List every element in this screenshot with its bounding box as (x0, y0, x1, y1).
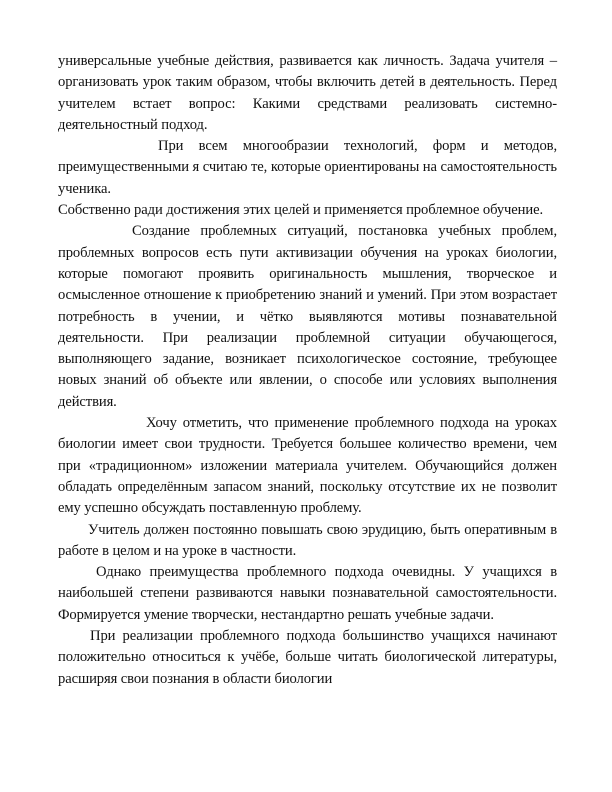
document-body (58, 51, 557, 690)
paragraph-8: При реализации проблемного подхода большинство учащихся начинают положительно относиться к учёбе, больше читать биологической литературы, расширяя свои познания в области биологии (58, 628, 557, 687)
paragraph-2: При всем многообразии технологий, форм и методов, преимущественными я считаю те, которые ориентированы на самостоятельность ученика. (58, 138, 557, 197)
paragraph-6: Учитель должен постоянно повышать свою эрудицию, быть оперативным в работе в целом и на уроке в частности. (58, 521, 557, 559)
paragraph-3: Собственно ради достижения этих целей и применяется проблемное обучение. (58, 202, 543, 219)
paragraph-4: Создание проблемных ситуаций, постановка учебных проблем, проблемных вопросов есть пути активизации обучения на уроках биологии, которые помогают проявить оригинальность мышления, творческое и осмысленное отношение к приобретению знаний и умений. При этом возрастает потребность в учении, и чётко выявляются мотивы познавательной деятельности. При реализации проблемной ситуации обучающегося, выполняющего задание, возникает психологическое состояние, требующее новых знаний об объекте или явлении, о способе или условиях выполнения действия. (58, 223, 557, 410)
paragraph-1: универсальные учебные действия, развивается как личность. Задача учителя – организовать урок таким образом, чтобы включить детей в деятельность. Перед учителем встает вопрос: Какими средствами реализовать системно-деятельностный подход. (58, 53, 557, 133)
paragraph-7: Однако преимущества проблемного подхода очевидны. У учащихся в наибольшей степени развиваются навыки познавательной самостоятельности. Формируется умение творчески, нестандартно решать учебные задачи. (58, 564, 557, 623)
paragraph-5: Хочу отметить, что применение проблемного подхода на уроках биологии имеет свои трудности. Требуется большее количество времени, чем при «традиционном» изложении материала учителем. Обучающийся должен обладать определённым запасом знаний, поскольку отсутствие их не позволит ему успешно обсуждать поставленную проблему. (58, 415, 557, 517)
